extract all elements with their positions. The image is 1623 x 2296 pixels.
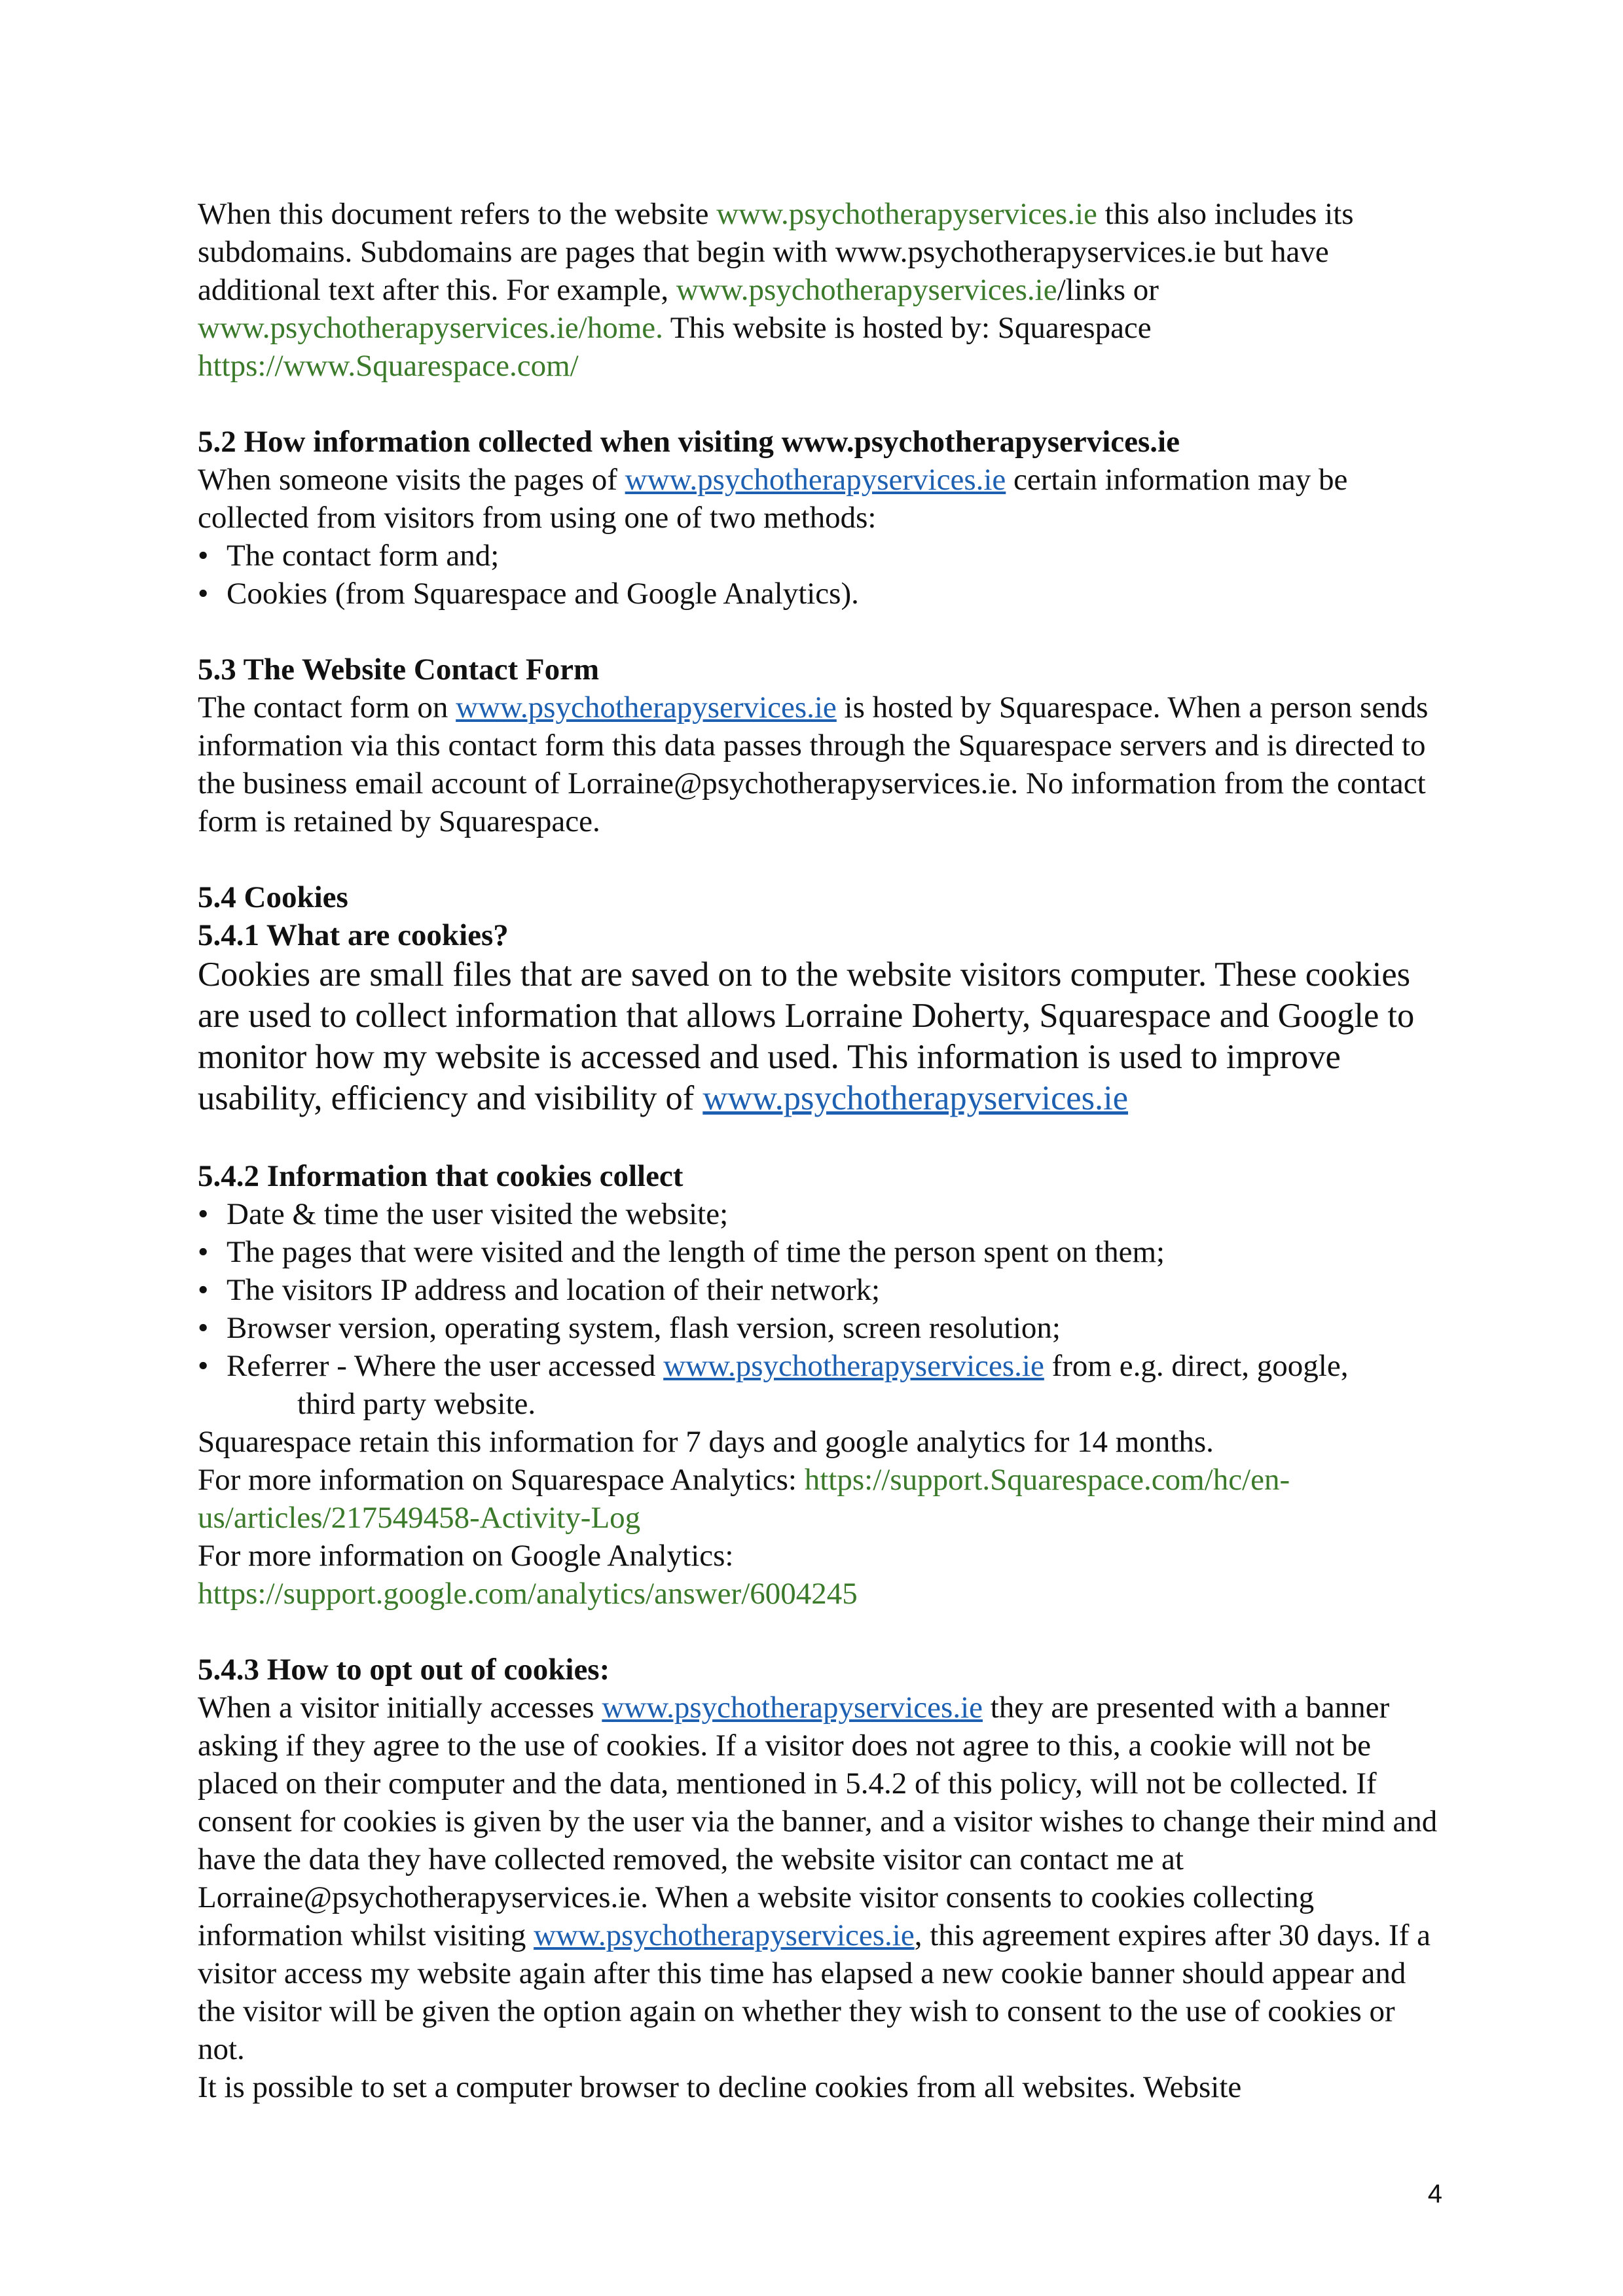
site-link[interactable]: www.psychotherapyservices.ie xyxy=(625,463,1006,497)
s52-text: When someone visits the pages of xyxy=(198,463,625,497)
section-5-3-paragraph xyxy=(198,689,1442,840)
section-heading-5-3: 5.3 The Website Contact Form xyxy=(198,653,600,687)
s543-text-2: they are presented with a banner asking if they agree to the use of cookies. If a visitor does not agree to this, a cookie will not be placed on their computer and the data, mentioned in 5.4.2 of this policy, will not be collected. If consent for cookies is given by the user via the banner, and a visitor wishes to change their mind and have the data they have collected removed, the website visitor can contact me at Lorraine@psychotherapyservices.ie. When a website visitor consents to cookies collecting information whilst visiting xyxy=(198,1691,1438,1952)
document-page xyxy=(198,195,1442,2106)
section-heading-5-4: 5.4 Cookies xyxy=(198,880,348,914)
subdomain-links-suffix: /links or xyxy=(1057,273,1159,307)
subdomain-home-url: www.psychotherapyservices.ie/home. xyxy=(198,311,663,345)
section-heading-5-2: 5.2 How information collected when visiting www.psychotherapyservices.ie xyxy=(198,425,1180,459)
site-link[interactable]: www.psychotherapyservices.ie xyxy=(602,1691,983,1725)
squarespace-url: https://www.Squarespace.com/ xyxy=(198,349,579,383)
intro-text-3: This website is hosted by: Squarespace xyxy=(663,311,1152,345)
list-item: • Browser version, operating system, flash version, screen resolution; xyxy=(198,1309,1442,1347)
squarespace-analytics-line xyxy=(198,1461,1442,1537)
google-analytics-url: https://support.google.com/analytics/answer/6004245 xyxy=(198,1577,858,1611)
s52-text-2: certain information may be collected from visitors from using one of two methods: xyxy=(198,463,1348,535)
cookie-data-list xyxy=(198,1195,1442,1423)
s541-text: Cookies are small files that are saved on to the website visitors computer. These cookies are used to collect information that allows Lorraine Doherty, Squarespace and Google to monitor how my website is accessed and used. This information is used to improve usability, efficiency and visibility of xyxy=(198,956,1415,1117)
s543-text-3: , this agreement expires after 30 days. If a visitor access my website again after this time has elapsed a new cookie banner should appear and the visitor will be given the option again on whether they wish to consent to the use of cookies or not. xyxy=(198,1918,1431,2066)
squarespace-analytics-url: https://support.Squarespace.com/hc/en-us/articles/217549458-Activity-Log xyxy=(198,1463,1290,1535)
s53-text: The contact form on xyxy=(198,691,456,725)
referrer-continuation: third party website. xyxy=(297,1387,536,1421)
list-item xyxy=(198,1347,1442,1423)
list-item: • The pages that were visited and the length of time the person spent on them; xyxy=(198,1233,1442,1271)
intro-text-2: this also includes its subdomains. Subdomains are pages that begin with www.psychotherapyservices.ie but have additional text after this. For example, xyxy=(198,197,1354,307)
google-analytics-label: For more information on Google Analytics: xyxy=(198,1539,734,1573)
site-link[interactable]: www.psychotherapyservices.ie xyxy=(456,691,837,725)
intro-text: When this document refers to the website xyxy=(198,197,717,231)
s53-text-2: is hosted by Squarespace. When a person sends information via this contact form this data passes through the Squarespace servers and is directed to the business email account of Lorraine@psychotherapyservices.ie. No information from the contact form is retained by Squarespace. xyxy=(198,691,1429,838)
squarespace-more-text: For more information on Squarespace Analytics: xyxy=(198,1463,805,1497)
list-item: • Date & time the user visited the website; xyxy=(198,1195,1442,1233)
list-item: • The contact form and; xyxy=(198,537,1442,575)
section-heading-5-4-3: 5.4.3 How to opt out of cookies: xyxy=(198,1653,610,1687)
s543-text: When a visitor initially accesses xyxy=(198,1691,602,1725)
list-item: • Cookies (from Squarespace and Google Analytics). xyxy=(198,575,1442,613)
site-link[interactable]: www.psychotherapyservices.ie xyxy=(534,1918,915,1952)
referrer-text-2: from e.g. direct, google, xyxy=(1044,1349,1349,1383)
page-number: 4 xyxy=(1427,2179,1442,2208)
subdomain-links-url: www.psychotherapyservices.ie xyxy=(676,273,1057,307)
intro-paragraph xyxy=(198,195,1442,385)
site-link[interactable]: www.psychotherapyservices.ie xyxy=(663,1349,1044,1383)
section-heading-5-4-2: 5.4.2 Information that cookies collect xyxy=(198,1159,684,1193)
last-line: It is possible to set a computer browser to decline cookies from all websites. Website xyxy=(198,2070,1242,2104)
site-link[interactable]: www.psychotherapyservices.ie xyxy=(702,1079,1129,1117)
referrer-text: Referrer - Where the user accessed xyxy=(227,1349,664,1383)
section-5-4-1-paragraph xyxy=(198,954,1442,1119)
site-url: www.psychotherapyservices.ie xyxy=(716,197,1097,231)
retention-text: Squarespace retain this information for 7 days and google analytics for 14 months. xyxy=(198,1425,1214,1459)
section-5-4-3-paragraph xyxy=(198,1689,1442,2068)
list-item: • The visitors IP address and location of their network; xyxy=(198,1271,1442,1309)
section-5-2-paragraph xyxy=(198,461,1442,537)
section-heading-5-4-1: 5.4.1 What are cookies? xyxy=(198,918,509,952)
methods-list xyxy=(198,537,1442,613)
